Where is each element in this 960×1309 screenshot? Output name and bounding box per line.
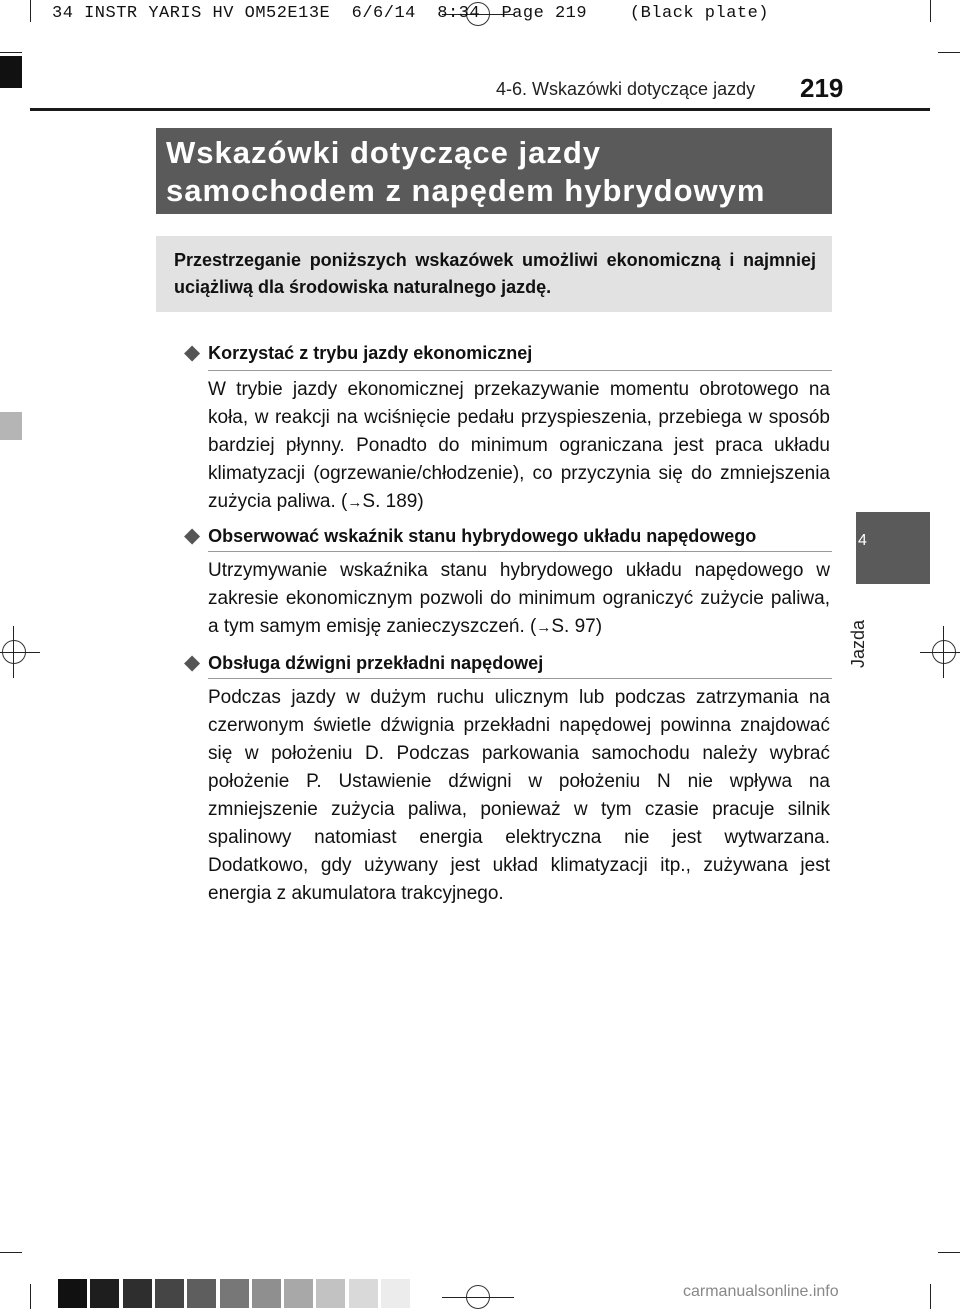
page-reference[interactable]: S. 97) [551, 616, 603, 637]
crop-mark [938, 1252, 960, 1253]
color-swatch [220, 1279, 249, 1308]
color-swatch [155, 1279, 184, 1308]
edge-tab-black [0, 56, 22, 88]
color-swatch [90, 1279, 119, 1308]
crop-mark [30, 0, 31, 22]
section-heading-text: Korzystać z trybu jazdy ekonomicznej [208, 343, 533, 363]
page-title [156, 128, 832, 214]
crop-mark [30, 1284, 31, 1309]
registration-mark [920, 652, 960, 653]
intro-box: Przestrzeganie poniższych wskazówek umożliwi ekonomiczną i najmniej uciążliwą dla środowiska naturalnego jazdę. [156, 236, 832, 312]
chapter-tab[interactable] [856, 512, 930, 584]
crop-mark [930, 1284, 931, 1309]
watermark: carmanualsonline.info [683, 1283, 839, 1300]
registration-mark [943, 626, 944, 678]
crop-mark [938, 52, 960, 53]
print-slug: 34 INSTR YARIS HV OM52E13E 6/6/14 8:34 Page 219 (Black plate) [52, 4, 770, 23]
diamond-bullet-icon: ◆ [184, 524, 201, 547]
registration-mark [13, 626, 14, 678]
page-number: 219 [800, 73, 844, 103]
page-title-line-1: Wskazówki dotyczące jazdy [166, 135, 602, 170]
section-body-text: W trybie jazdy ekonomicznej przekazywanie momentu obrotowego na koła, w reakcji na wciśnięcie pedału przyspieszenia, przebiega w sposób bardziej płynny. Ponadto do minimum ograniczana jest praca układu klimatyzacji (ogrzewanie/chłodzenie), co przyczynia się do zmniejszenia zużycia paliwa. ( [208, 379, 830, 512]
page-title-line-2: samochodem z napędem hybrydowym [166, 173, 766, 208]
diamond-bullet-icon: ◆ [184, 651, 201, 674]
registration-mark [0, 652, 40, 653]
color-swatch [187, 1279, 216, 1308]
color-swatch [381, 1279, 410, 1308]
crop-mark [0, 52, 22, 53]
section-heading-text: Obsługa dźwigni przekładni napędowej [208, 653, 544, 673]
arrow-right-icon: → [347, 494, 363, 511]
chapter-number: 4 [858, 532, 867, 549]
chapter-label: Jazda [848, 619, 868, 669]
edge-tab-grey [0, 412, 22, 440]
crop-mark [930, 0, 931, 22]
color-swatch [58, 1279, 87, 1308]
arrow-right-icon: → [536, 619, 552, 636]
crop-mark [0, 1252, 22, 1253]
section-body [208, 557, 830, 642]
section-heading [184, 650, 543, 675]
diamond-bullet-icon: ◆ [184, 341, 201, 364]
color-swatch [349, 1279, 378, 1308]
running-header: 4-6. Wskazówki dotyczące jazdy [496, 79, 756, 99]
section-rule [208, 678, 832, 679]
section-body: Podczas jazdy w dużym ruchu ulicznym lub podczas zatrzymania na czerwonym świetle dźwignia przekładni napędowej powinna znajdować się w położeniu D. Podczas parkowania samochodu należy wybrać położenie P. Ustawienie dźwigni w położeniu N nie wpływa na zmniejszenie zużycia paliwa, ponieważ w tym czasie pracuje silnik spalinowy natomiast energia elektryczna nie jest wytwarzana. Dodatkowo, gdy używany jest układ klimatyzacji itp., zużywana jest energia z akumulatora trakcyjnego. [208, 687, 830, 904]
section-heading-text: Obserwować wskaźnik stanu hybrydowego układu napędowego [208, 526, 757, 546]
section-rule [208, 370, 832, 371]
color-swatch [252, 1279, 281, 1308]
color-swatch [123, 1279, 152, 1308]
registration-mark [442, 1297, 514, 1298]
color-swatch [284, 1279, 313, 1308]
color-swatch [316, 1279, 345, 1308]
section-body [208, 376, 830, 517]
section-heading [184, 340, 532, 365]
header-rule [30, 108, 930, 111]
section-heading [184, 523, 756, 548]
page-reference[interactable]: S. 189) [362, 491, 424, 512]
section-body-text: Utrzymywanie wskaźnika stanu hybrydowego układu napędowego w zakresie ekonomicznym pozwoli do minimum ograniczyć zużycie paliwa, a tym samym emisję zanieczyszczeń. ( [208, 560, 830, 637]
section-rule [208, 551, 832, 552]
